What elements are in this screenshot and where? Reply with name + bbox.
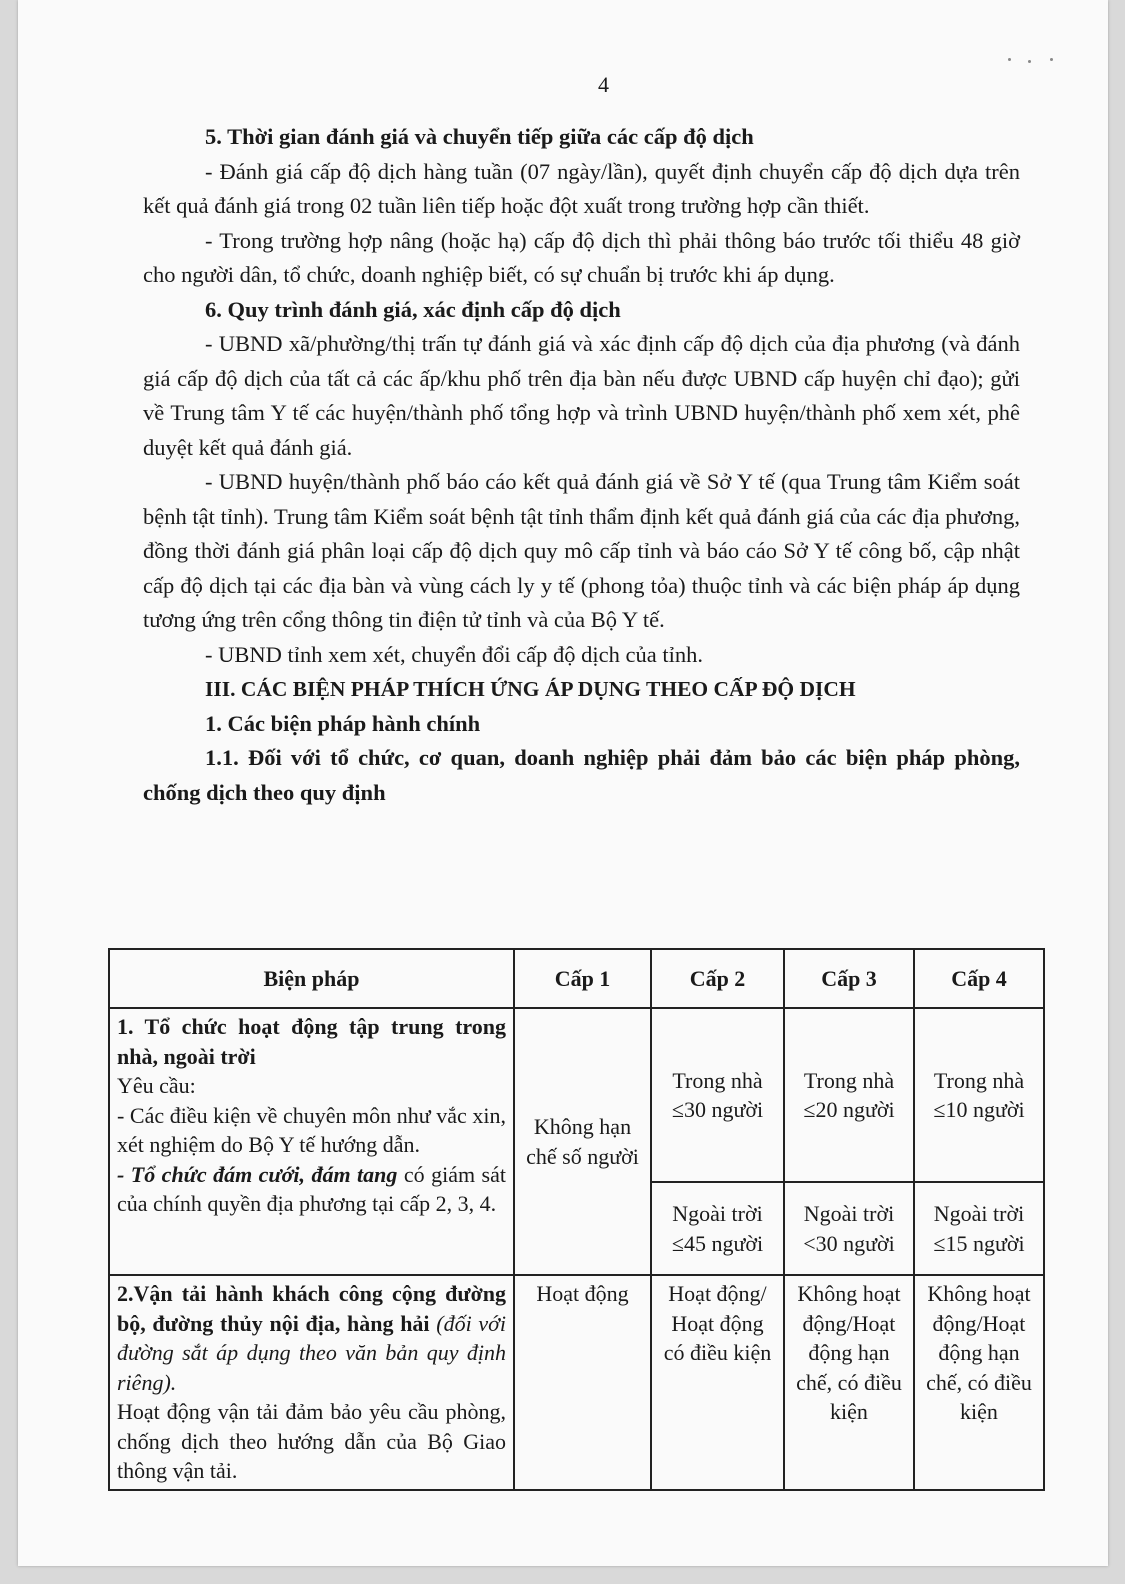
row1-cap1: Không hạn chế số người xyxy=(514,1008,651,1275)
subsection-1-heading: 1. Các biện pháp hành chính xyxy=(205,710,481,736)
section-5-heading: 5. Thời gian đánh giá và chuyển tiếp giữa các cấp độ dịch xyxy=(205,124,754,149)
row1-description xyxy=(109,1008,514,1275)
section-6-paragraph-2: - UBND huyện/thành phố báo cáo kết quả đánh giá về Sở Y tế (qua Trung tâm Kiểm soát bệnh tật tỉnh). Trung tâm Kiểm soát bệnh tật tỉnh thẩm định kết quả đánh giá của các địa phương, đồng thời đánh giá phân loại cấp độ dịch quy mô cấp tỉnh và báo cáo Sở Y tế công bố, cập nhật cấp độ dịch tại các địa bàn và vùng cách ly y tế (phong tỏa) thuộc tỉnh và các biện pháp áp dụng tương ứng trên cổng thông tin điện tử tỉnh và của Bộ Y tế. xyxy=(143,469,1020,632)
header-bien-phap: Biện pháp xyxy=(109,949,514,1008)
scan-speck xyxy=(1008,58,1011,61)
row1-title: 1. Tổ chức hoạt động tập trung trong nhà, ngoài trời xyxy=(117,1014,506,1069)
section-3-heading: III. CÁC BIỆN PHÁP THÍCH ỨNG ÁP DỤNG THEO CẤP ĐỘ DỊCH xyxy=(205,677,856,701)
row1-requirement-label: Yêu cầu: xyxy=(117,1073,196,1098)
row1-wedding-label: - Tổ chức đám cưới, đám tang xyxy=(117,1161,398,1187)
row1-cap4-indoor: Trong nhà ≤10 người xyxy=(914,1008,1044,1182)
table-row xyxy=(109,1275,1044,1490)
row1-cap2-outdoor: Ngoài trời ≤45 người xyxy=(651,1182,784,1275)
scan-speck xyxy=(1028,60,1031,63)
section-5-paragraph-2: - Trong trường hợp nâng (hoặc hạ) cấp độ dịch thì phải thông báo trước tối thiểu 48 giờ cho người dân, tổ chức, doanh nghiệp biết, có sự chuẩn bị trước khi áp dụng. xyxy=(143,227,1020,287)
row2-cap4: Không hoạt động/Hoạt động hạn chế, có điều kiện xyxy=(914,1275,1044,1490)
measures-table xyxy=(108,948,1045,1491)
row1-cap3-indoor: Trong nhà ≤20 người xyxy=(784,1008,914,1182)
header-cap-1: Cấp 1 xyxy=(514,949,651,1008)
section-6-paragraph-3: - UBND tỉnh xem xét, chuyển đổi cấp độ dịch của tỉnh. xyxy=(205,641,704,667)
section-5-paragraph-1: - Đánh giá cấp độ dịch hàng tuần (07 ngày/lần), quyết định chuyển cấp độ dịch dựa trên kết quả đánh giá trong 02 tuần liên tiếp hoặc đột xuất trong trường hợp cần thiết. xyxy=(143,158,1020,218)
row2-title: 2.Vận tải hành khách công cộng đường bộ, đường thủy nội địa, hàng hải xyxy=(117,1281,506,1336)
row1-wedding-detail: có giám sát của chính quyền địa phương tại cấp 2, 3, 4. xyxy=(117,1161,506,1216)
row2-cap3: Không hoạt động/Hoạt động hạn chế, có điều kiện xyxy=(784,1275,914,1490)
document-body xyxy=(143,120,1020,810)
row2-detail: Hoạt động vận tải đảm bảo yêu cầu phòng, chống dịch theo hướng dẫn của Bộ Giao thông vận tải. xyxy=(117,1399,506,1483)
header-cap-4: Cấp 4 xyxy=(914,949,1044,1008)
header-cap-3: Cấp 3 xyxy=(784,949,914,1008)
header-cap-2: Cấp 2 xyxy=(651,949,784,1008)
row1-requirement-detail: - Các điều kiện về chuyên môn như vắc xin, xét nghiệm do Bộ Y tế hướng dẫn. xyxy=(117,1102,506,1157)
row2-cap2: Hoạt động/ Hoạt động có điều kiện xyxy=(651,1275,784,1490)
scan-speck xyxy=(1050,58,1053,61)
row1-cap2-indoor: Trong nhà ≤30 người xyxy=(651,1008,784,1182)
row2-description xyxy=(109,1275,514,1490)
page-number: 4 xyxy=(598,72,609,97)
row2-italic-note: (đối với đường sắt áp dụng theo văn bản quy định riêng). xyxy=(117,1310,507,1395)
table-header-row xyxy=(109,949,1044,1008)
section-6-heading: 6. Quy trình đánh giá, xác định cấp độ dịch xyxy=(205,296,621,322)
row1-cap4-outdoor: Ngoài trời ≤15 người xyxy=(914,1182,1044,1275)
section-6-paragraph-1: - UBND xã/phường/thị trấn tự đánh giá và xác định cấp độ dịch của địa phương (và đánh giá cấp độ dịch của tất cả các ấp/khu phố trên địa bàn nếu được UBND cấp huyện chỉ đạo); gửi về Trung tâm Y tế các huyện/thành phố tổng hợp và trình UBND huyện/thành phố xem xét, phê duyệt kết quả đánh giá. xyxy=(143,331,1020,460)
row2-cap1: Hoạt động xyxy=(514,1275,651,1490)
table-row xyxy=(109,1008,1044,1182)
subsection-1-1-heading: 1.1. Đối với tổ chức, cơ quan, doanh nghiệp phải đảm bảo các biện pháp phòng, chống dịch theo quy định xyxy=(143,745,1020,805)
row1-cap3-outdoor: Ngoài trời <30 người xyxy=(784,1182,914,1275)
